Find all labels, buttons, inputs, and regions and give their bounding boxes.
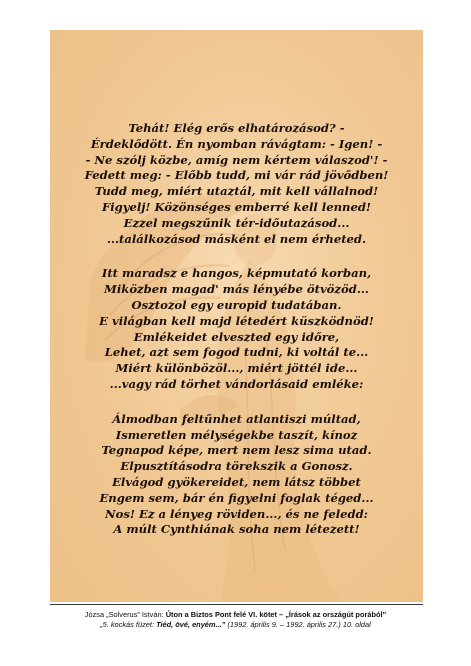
poem-stanza-2	[50, 266, 423, 392]
footer-dates-page: (1992. április 9. – 1992. április 27.) 10. oldal	[227, 620, 371, 629]
poem-line: Álmodban feltűnhet atlantiszi múltad,	[112, 411, 361, 426]
poem-text	[50, 121, 423, 557]
poem-line: - Ne szólj közbe, amíg nem kértem válaszod'! -	[85, 152, 388, 167]
poem-line: Ismeretlen mélységekbe taszít, kínoz	[115, 427, 358, 442]
poem-line: Érdeklődött. Én nyomban rávágtam: - Igen! -	[90, 136, 383, 151]
footer-line-2	[30, 620, 441, 630]
poem-line: Figyelj! Közönséges emberré kell lenned!	[101, 199, 372, 214]
footer-author: Józsa „Solverus” István:	[84, 610, 164, 619]
poem-line: Itt maradsz e hangos, képmutató korban,	[101, 266, 372, 281]
poem-line: Engem sem, bár én figyelni foglak téged...	[99, 490, 374, 505]
poem-line: ...vagy rád törhet vándorlásaid emléke:	[109, 376, 364, 391]
poem-line: Fedett meg: - Előbb tudd, mi vár rád jövődben!	[84, 168, 389, 183]
poem-panel	[50, 30, 423, 602]
footer-book-title: Úton a Biztos Pont felé VI. kötet – „Írások az országút porából”	[165, 610, 387, 619]
poem-line: Tegnapod képe, mert nem lesz sima utad.	[101, 443, 372, 458]
poem-line: Emlékeidet elveszted egy időre,	[133, 329, 340, 344]
footer-divider	[50, 604, 423, 605]
poem-stanza-3	[50, 412, 423, 538]
poem-line: Tehát! Elég erős elhatározásod? -	[128, 121, 345, 135]
footer-line-1	[30, 610, 441, 620]
poem-line: Tudd meg, miért utaztál, mit kell vállalnod!	[94, 184, 379, 199]
poem-stanza-1	[50, 121, 423, 247]
poem-line: Elpusztításodra törekszik a Gonosz.	[120, 459, 353, 474]
poem-line: Lehet, azt sem fogod tudni, ki voltál te...	[104, 345, 369, 360]
page-footer	[30, 610, 441, 630]
footer-notebook: „5. kockás füzet:	[100, 620, 154, 629]
poem-line: Miközben magad' más lényébe ötvözöd...	[104, 282, 369, 297]
poem-line: Miért különbözöl..., miért jöttél ide...	[115, 361, 358, 376]
poem-line: Nos! Ez a lényeg röviden..., és ne feledd:	[105, 506, 368, 521]
poem-line: E világban kell majd létedért küszködnöd!	[99, 313, 374, 328]
poem-line: ...találkozásod másként el nem érheted.	[106, 231, 367, 246]
poem-line: Elvágod gyökereidet, nem látsz többet	[112, 474, 361, 489]
footer-notebook-title: Tiéd, övé, enyém...”	[156, 620, 226, 629]
poem-line: Ezzel megszűnik tér-időutazásod...	[123, 215, 350, 230]
poem-line: A múlt Cynthiának soha nem létezett!	[113, 522, 360, 537]
poem-line: Osztozol egy europid tudatában.	[131, 297, 342, 312]
